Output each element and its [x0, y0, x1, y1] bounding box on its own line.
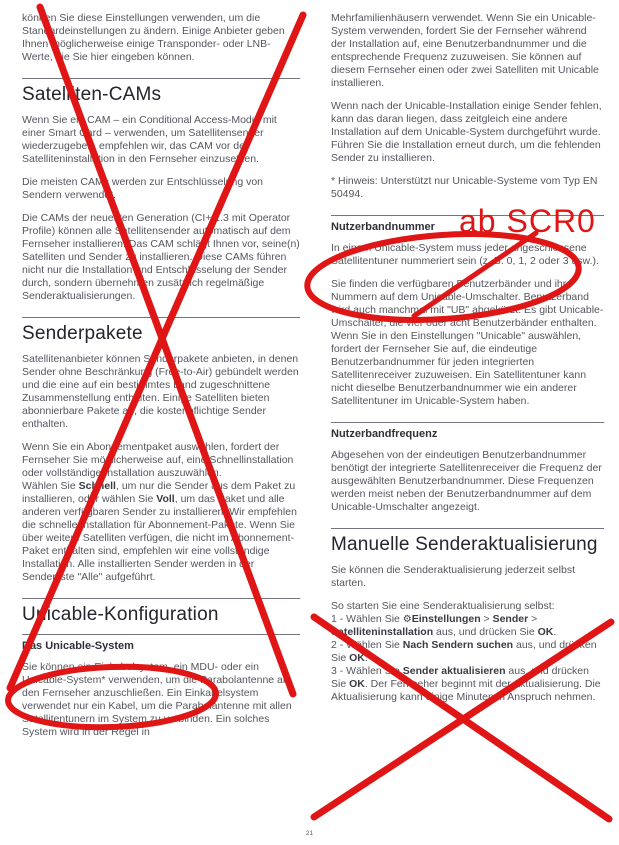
- emphasis-text: Sender aktualisieren: [402, 665, 506, 677]
- paragraph: So starten Sie eine Senderaktualisierung selbst:: [331, 600, 555, 612]
- emphasis-text: Schnell: [78, 480, 116, 492]
- emphasis-text: Satelliteninstallation: [331, 626, 434, 638]
- paragraph: Wenn Sie ein Abonnementpaket auswählen, fordert der Fernseher Sie möglicherweise auf, eine Schnellinstallation oder vollständige Installation auszuwählen.: [22, 441, 294, 479]
- section-heading: Manuelle Senderaktualisierung: [331, 534, 598, 555]
- paragraph: Wenn nach der Unicable-Installation einige Sender fehlen, kann das daran liegen, dass zeitgleich eine andere Installation auf dem Unicable-System durchgeführt wurde. Führen Sie die Installation erneut durch, um die fehlenden Sender zu installieren.: [331, 100, 602, 164]
- paragraph: Die meisten CAMs werden zur Entschlüsselung von Sendern verwendet.: [22, 176, 264, 201]
- paragraph: Sie können die Senderaktualisierung jederzeit selbst starten.: [331, 564, 575, 589]
- right-column: [331, 12, 604, 704]
- subsection-heading: Nutzerbandnummer: [331, 221, 435, 233]
- paragraph: * Hinweis: Unterstützt nur Unicable-Systeme vom Typ EN 50494.: [331, 175, 598, 200]
- paragraph: Satellitenanbieter können Senderpakete anbieten, in denen Sender ohne Beschränkung (Free-to-Air) gebündelt werden und die eine auf ein bestimmtes Land zugeschnittene Zusammenstellung enthalten. Einige Satelliten bieten abonnierbare Pakete an, die kostenpflichtige Sender enthalten.: [22, 353, 299, 430]
- emphasis-text: OK: [537, 626, 554, 638]
- paragraph: Wenn Sie ein CAM – ein Conditional Access-Modul mit einer Smart Card – verwenden, um Satellitensender wiederzugeben, empfehlen wir, das CAM vor der Satelliteninstallation in den Fernseher einzusetzen.: [22, 114, 277, 165]
- left-column: [22, 12, 300, 749]
- emphasis-text: Sender: [492, 613, 529, 625]
- paragraph: Wählen Sie Schnell, um nur die Sender aus dem Paket zu installieren, oder wählen Sie Voll, um das Paket und alle anderen verfügbaren Sender zu installieren. Wir empfehlen die schnelle Installation für Abonnement-Pakete. Wenn Sie über weitere Satelliten verfügen, die nicht im Abonnement-Paket enthalten sind, empfehlen wir eine vollständige Installation. Alle installierten Sender werden in der Senderliste "Alle" aufgeführt.: [22, 480, 297, 583]
- paragraph: Abgesehen von der eindeutigen Benutzerbandnummer benötigt der integrierte Satellitenreceiver die Frequenz der ausgewählten Benutzerbandnummer. Diese Frequenzen werden meist neben der Benutzerbandnummer auf dem Unicable-Umschalter angezeigt.: [331, 449, 602, 513]
- paragraph: In einem Unicable-System muss jeder angeschlossene Satellitentuner nummeriert sein (z. B. 0, 1, 2 oder 3 usw.).: [331, 242, 599, 267]
- emphasis-text: OK: [349, 652, 365, 664]
- paragraph: können Sie diese Einstellungen verwenden, um die Standardeinstellungen zu ändern. Einige Anbieter geben Ihnen möglicherweise einige Transponder- oder LNB-Werte, die Sie hier eingeben können.: [22, 12, 285, 63]
- emphasis-text: Nach Sendern suchen: [402, 639, 514, 651]
- subsection-heading: Nutzerbandfrequenz: [331, 428, 438, 440]
- scr0-annotation-label: ab SCR0: [459, 203, 596, 239]
- paragraph: Sie können ein Einkabelsystem, ein MDU- oder ein Unicable-System* verwenden, um die Parabolantenne an den Fernseher anzuschließen. Ein Einkabelsystem verwendet nur ein Kabel, um die Parabolantenne mit allen Satellitentunern im System zu verbinden. Ein solches System wird in der Regel in: [22, 661, 292, 738]
- emphasis-text: Einstellungen: [411, 613, 481, 625]
- emphasis-text: Voll: [156, 493, 175, 505]
- paragraph: Mehrfamilienhäusern verwendet. Wenn Sie ein Unicable-System verwenden, fordert Sie der Fernseher während der Installation auf, eine Benutzerbandnummer und die entsprechende Frequenz zuzuweisen. Sie können auf diesem Fernseher einen oder zwei Satelliten mit Unicable installieren.: [331, 12, 599, 89]
- step-item: 1 - Wählen Sie ⚙Einstellungen > Sender >: [331, 613, 538, 625]
- section-heading: Senderpakete: [22, 323, 143, 344]
- section-heading: Satelliten-CAMs: [22, 84, 162, 105]
- paragraph: Die CAMs der neuesten Generation (CI+ 1.3 mit Operator Profile) können alle Satellitensender automatisch auf dem Fernseher installieren. Das CAM schlägt Ihnen vor, seine(n) Satelliten und Sender zu installieren. Diese CAMs führen nicht nur die Installation und Entschlüsselung der Sender durch, sondern übernehmen zusätzlich regelmäßige Senderaktualisierungen.: [22, 212, 300, 302]
- step-item: Satelliteninstallation aus, und drücken Sie OK.: [331, 626, 557, 638]
- step-item: 3 - Wählen Sie Sender aktualisieren aus, und drücken Sie OK. Der Fernseher beginnt mit der Aktualisierung. Die Aktualisierung kann einige Minuten in Anspruch nehmen.: [331, 665, 601, 703]
- section-heading: Unicable-Konfiguration: [22, 604, 219, 625]
- step-item: 2 - Wählen Sie Nach Sendern suchen aus, und drücken Sie OK.: [331, 639, 597, 664]
- emphasis-text: OK: [349, 678, 365, 690]
- page-number: 21: [305, 830, 314, 837]
- paragraph: Sie finden die verfügbaren Benutzerbänder und ihre Nummern auf dem Unicable-Umschalter. Benutzerband wird auch manchmal mit "UB" abgekürzt. Es gibt Unicable-Umschalter, die vier oder acht Benutzerbänder enthalten. Wenn Sie in den Einstellungen "Unicable" auswählen, fordert der Fernseher Sie auf, die eindeutige Benutzerbandnummer für jeden integrierten Satellitenreceiver zuzuweisen. Ein Satellitentuner kann nicht dieselbe Benutzerbandnummer wie ein anderer Satellitentuner im Unicable-System haben.: [331, 278, 604, 407]
- subsection-heading: Das Unicable-System: [22, 640, 134, 652]
- settings-gear-icon: ⚙: [402, 614, 412, 625]
